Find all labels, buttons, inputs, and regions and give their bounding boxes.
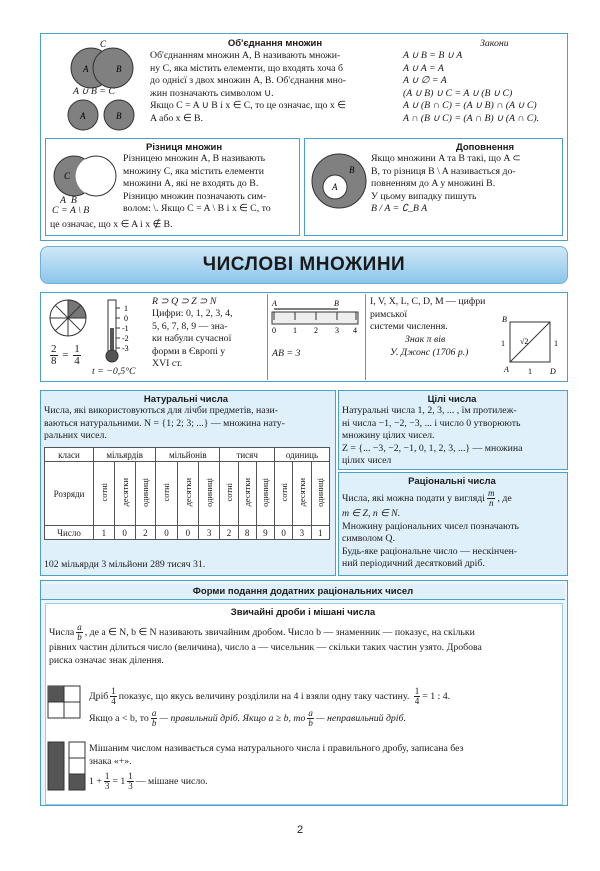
complement-formula: B / A = ∁_B A [371,203,428,215]
union-definition [150,50,405,126]
difference-title: Різниця множин [146,142,223,153]
forms-p1-line-1: Числа $\frac{a}{b}$ , де a ∈ N, b ∈ N називають звичайним дробом. Число b — знаменник — показує, на скільки [49,622,475,642]
thermometer-diagram [100,298,146,364]
integers-line-4: Z = {... −3, −2, −1, 0, 1, 2, 3, ...} — множина [342,442,523,454]
table-rank: одиниці [135,462,156,526]
table-rank: сотні [94,462,115,526]
mixed-line-1: Мішаним числом називається сума натурального числа і правильного дробу, записана без [89,743,464,754]
square-label-b: B [502,316,507,324]
table-digit: 0 [177,526,198,540]
table-rank: сотні [220,462,238,526]
union-venn-label-a: A [83,64,89,74]
complement-line-1: Якщо множини A та B такі, що A ⊂ [371,153,521,164]
union-law-2: A ∪ A = A [403,62,444,74]
difference-definition [123,153,298,216]
table-class-millions: мільйонів [156,448,220,462]
digits-line-2: 5, 6, 7, 8, 9 — зна- [152,320,228,332]
mixed-line-2: знака «+». [89,755,132,767]
digits-text [152,308,262,371]
pi-author: У. Джонс (1706 р.) [390,347,469,358]
frac-right-num: 1 [74,343,80,355]
rational-line-6: ний періодичний десятковий дріб. [342,558,485,570]
frac-right-den: 4 [74,355,80,367]
forms-p1-line-3: риска означає знак ділення. [49,654,164,666]
union-line-1: Об'єднанням множин A, B називають множи- [150,50,341,61]
union-venn-diagram [63,38,141,92]
union-title: Об'єднання множин [227,38,323,49]
roman-line-1: I, V, X, L, C, D, M — цифри римської [370,296,486,320]
table-number-label: Число [45,526,94,540]
natural-line-3: ральних чисел. [44,430,107,442]
union-line-4: жин позначають символом ∪. [150,87,274,99]
square-label-a: A [504,365,509,374]
forms-p1-line-2: рівних частин ділиться число (величина), число a — чисельник — скільки таких частин узято. Дробова [49,642,482,653]
rational-frac-den: n [488,498,494,508]
digits-line-4: форми в Європі у [152,345,226,357]
digits-line-1: Цифри: 0, 1, 2, 3, 4, [152,308,233,319]
natural-line-2: ваються натуральними. N = {1; 2; 3; ...} — множина нату- [44,417,285,429]
table-rank: десятки [177,462,198,526]
complement-line-2: B, то різниця B \ A називається до- [371,165,516,177]
rational-line-1: Числа, які можна подати у вигляді $\frac{m}{n}$ , де [342,488,512,508]
table-digit: 8 [238,526,256,540]
union-formula: A ∪ B = C [73,86,115,97]
union-law-3: A ∪ ∅ = A [403,75,447,87]
forms-section [40,580,568,806]
rational-line-5: Будь-яке раціональне число — нескінчен- [342,545,518,557]
banner-title: ЧИСЛОВІ МНОЖИНИ [202,254,406,275]
thermo-tick-2: 0 [124,314,128,323]
union-venn-label-c: C [100,39,107,49]
table-digit: 0 [114,526,135,540]
frac-equals: = [62,349,69,362]
mixed-expression: 1 + $\frac{1}{3}$ = 1 $\frac{1}{3}$ — мішане число. [89,771,208,792]
ruler-tick-3: 3 [335,326,339,335]
union-laws-title: Закони [480,38,509,49]
thermo-tick-5: -3 [122,344,129,353]
digits-line-5: XVI ст. [152,358,183,370]
ruler-tick-1: 1 [293,326,297,335]
thermo-caption: t = −0,5°C [92,366,136,377]
difference-last-line: це означає, що x ∈ A і x ∉ B. [50,219,173,230]
table-class-billions: мільярдів [94,448,156,462]
ruler-tick-2: 2 [314,326,318,335]
difference-line-3: множини A, які не входять до B. [123,178,259,190]
ruler-label-b: B [334,299,339,308]
complement-definition [371,153,561,216]
forms-subtitle: Звичайні дроби і мішані числа [230,607,376,618]
union-line-3: до однієї з двох множин A, B. Об'єднання мно- [150,75,346,87]
natural-line-1: Числа, які використовуються для лічби предметів, нази- [44,405,278,416]
rational-title: Раціональні числа [408,476,496,487]
union-laws [403,50,563,126]
table-rank: одиниці [311,462,329,526]
union-law-5: A ∪ (B ∩ C) = (A ∪ B) ∩ (A ∪ C) [403,100,537,112]
place-value-table-wrap [44,447,330,540]
complement-section [304,138,563,236]
table-rank: сотні [274,462,292,526]
union-law-6: A ∩ (B ∪ C) = (A ∩ B) ∪ (A ∩ C). [403,112,540,124]
union-line-5: Якщо C = A ∪ B і x ∈ C, то це означає, що x ∈ [150,100,346,112]
table-rank: одиниці [256,462,274,526]
forms-paragraph-1 [49,623,564,667]
rational-frac-num: m [487,488,495,498]
table-classes-label: класи [45,448,94,462]
table-digit: 2 [220,526,238,540]
natural-definition [44,405,334,443]
square-label-one-left: 1 [501,339,505,348]
table-ranks-label: Розряди [45,462,94,526]
difference-label-b: B [70,195,77,206]
union-venn2-label-b: B [116,111,122,121]
difference-section [45,138,300,236]
table-digit: 1 [311,526,329,540]
pi-text: Знак π вів [405,334,446,345]
ruler-caption: AB = 3 [272,348,301,359]
table-rank: десятки [293,462,311,526]
frac-left-num: 2 [51,343,57,355]
ruler-tick-0: 0 [272,326,276,335]
integers-definition [342,405,567,468]
square-label-one-right: 1 [554,339,558,348]
difference-line-1: Різницею множин A, B називають [123,153,266,164]
section-banner [40,246,568,284]
table-rank: сотні [156,462,177,526]
natural-numbers-section [40,390,336,576]
integers-section [338,390,568,470]
thermo-tick-3: -1 [122,324,129,333]
rational-line-2: m ∈ Z, n ∈ N. [342,508,401,519]
mixed-number-diagram [47,741,87,791]
ruler-divider [267,294,268,380]
union-venn-diagram-2 [63,98,141,132]
table-digit: 3 [198,526,219,540]
table-digit: 9 [256,526,274,540]
union-line-6: A або x ∈ B. [150,112,203,124]
number-chain: R ⊃ Q ⊃ Z ⊃ N [152,296,217,307]
complement-label-a: A [332,182,338,192]
table-digit: 3 [293,526,311,540]
difference-label-a: A [60,195,66,206]
integers-title: Цілі числа [427,394,477,405]
quarter-text: Дріб $\frac{1}{4}$ показує, що якусь величину розділили на 4 і взяли одну таку частину. $\frac{1}{4}$ = 1 : 4. [89,686,451,706]
ruler-divider-2 [365,294,366,380]
table-digit: 1 [94,526,115,540]
complement-line-3: повненням до A у множині B. [371,178,496,190]
place-value-table [44,447,330,540]
square-label-root: √2 [520,337,529,346]
page-number: 2 [296,824,304,836]
rational-definition [342,489,567,571]
table-digit: 2 [135,526,156,540]
union-venn-label-b: B [116,64,122,74]
thermo-tick-1: 1 [124,304,128,313]
table-class-units: одиниць [274,448,329,462]
table-digit: 0 [274,526,292,540]
integers-line-5: цілих чисел [342,455,392,467]
integers-line-1: Натуральні числа 1, 2, 3, ... , їм протилеж- [342,405,517,416]
table-class-thousands: тисяч [220,448,275,462]
pie-diagram [48,298,88,338]
integers-line-2: ні числа −1, −2, −3, ... і число 0 утворюють [342,417,521,429]
difference-formula: C = A \ B [52,205,90,216]
union-venn2-label-a: A [80,111,86,121]
complement-title: Доповнення [455,142,515,153]
mixed-number-text [89,743,563,791]
rational-section [338,472,568,576]
ruler-label-a: A [272,299,277,308]
fraction-equality [48,344,83,367]
union-line-2: ну C, яка містить елементи, що входять хоча б [150,62,343,74]
complement-diagram [309,151,369,211]
square-label-one-bottom: 1 [528,367,532,376]
union-section [45,36,563,132]
complement-label-b: B [349,165,355,175]
union-law-1: A ∪ B = B ∪ A [403,50,463,61]
complement-line-4: У цьому випадку пишуть [371,190,477,202]
thermo-tick-4: -2 [122,334,129,343]
difference-venn-diagram [50,151,120,201]
square-diagonal-diagram [496,316,566,380]
ruler-tick-4: 4 [353,326,357,335]
difference-venn-label-c: C [64,171,71,181]
difference-line-5: волом: \. Якщо C = A \ B і x ∈ C, то [123,203,271,215]
quarter-square-diagram [47,685,81,719]
digits-line-3: ки набули сучасної [152,333,232,345]
natural-title: Натуральні числа [143,394,229,405]
forms-title: Форми подання додатних раціональних чисел [41,584,565,600]
rational-line-4: символом Q. [342,533,395,545]
table-rank: десятки [238,462,256,526]
difference-line-4: Різницю множин позначають сим- [123,190,267,202]
proper-fraction-text: Якщо a < b, то $\frac{a}{b}$ — правильний дріб. Якщо a ≥ b, то $\frac{a}{b}$ — неправильний дріб. [89,708,406,728]
table-rank: десятки [114,462,135,526]
integers-line-3: множину цілих чисел. [342,430,435,442]
table-rank: одиниці [198,462,219,526]
rational-line-3: Множину раціональних чисел позначають [342,520,519,532]
frac-left-den: 8 [51,355,57,367]
natural-caption: 102 мільярди 3 мільйони 289 тисяч 31. [44,559,206,570]
ruler-diagram [270,298,362,336]
table-digit: 0 [156,526,177,540]
square-label-d: D [550,367,556,376]
union-law-4: (A ∪ B) ∪ C = A ∪ (B ∪ C) [403,87,513,99]
difference-line-2: множину C, яка містить елементи [123,165,264,177]
roman-line-2: системи числення. [370,321,448,333]
